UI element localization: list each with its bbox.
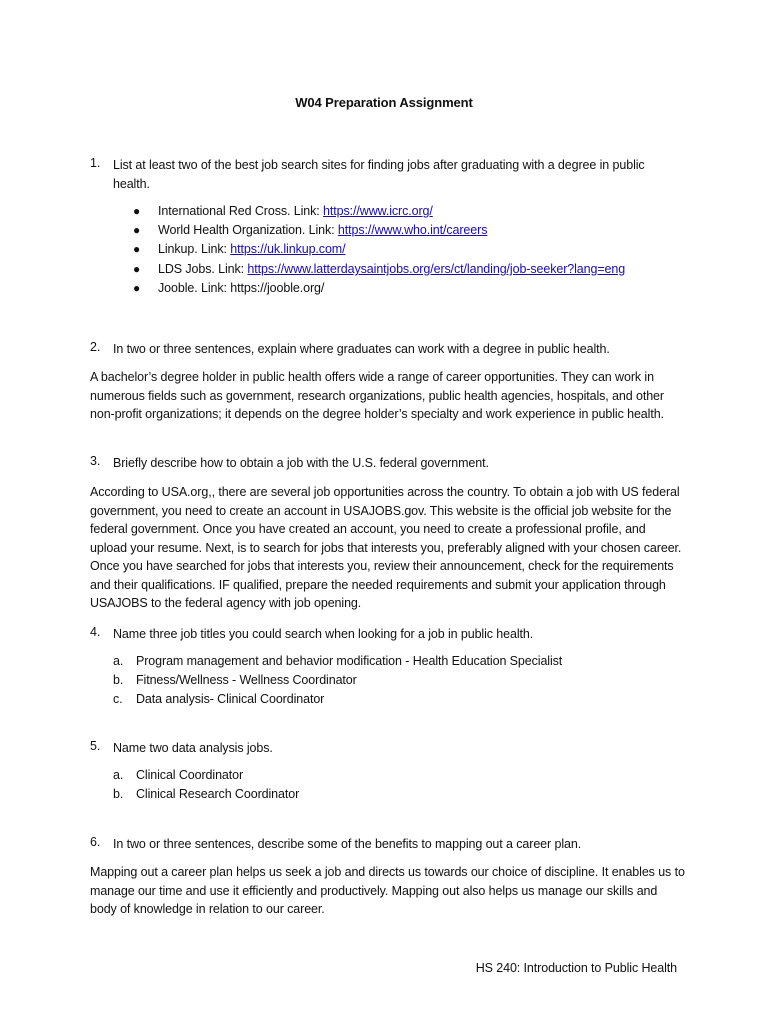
- bullet-icon: ●: [133, 242, 141, 256]
- item-text: Clinical Research Coordinator: [136, 787, 300, 801]
- q2-number: 2.: [90, 340, 101, 354]
- q3-number: 3.: [90, 454, 101, 468]
- bullet-icon: ●: [133, 223, 141, 237]
- page-title: W04 Preparation Assignment: [295, 95, 473, 110]
- item-text: Clinical Coordinator: [136, 768, 244, 782]
- item-letter: b.: [113, 673, 124, 687]
- q1-number: 1.: [90, 156, 101, 170]
- q2-answer: A bachelor’s degree holder in public health offers wide a range of career opportunities. They can work in numerous fields such as government, research organizations, public health agencies, hospitals, and other non-profit organizations; it depends on the degree holder’s specialty and work experience in public health.: [90, 370, 664, 421]
- item-letter: a.: [113, 654, 124, 668]
- item-letter: c.: [113, 692, 123, 706]
- q5-text: Name two data analysis jobs.: [113, 741, 273, 755]
- q6-number: 6.: [90, 835, 101, 849]
- site-link[interactable]: https://www.latterdaysaintjobs.org/ers/ct/landing/job-seeker?lang=eng: [247, 262, 626, 276]
- item-letter: b.: [113, 787, 124, 801]
- bullet-icon: ●: [133, 204, 141, 218]
- q2-text: In two or three sentences, explain where graduates can work with a degree in public health.: [113, 342, 610, 356]
- q5-number: 5.: [90, 739, 101, 753]
- site-label: International Red Cross. Link:: [158, 204, 324, 218]
- site-link[interactable]: https://uk.linkup.com/: [230, 242, 346, 256]
- q3-answer: According to USA.org,, there are several job opportunities across the country. To obtain a job with US federal government, you need to create an account in USAJOBS.gov. This website is the official job website for the federal government. Once you have created an account, you need to create a professional profile, and upload your resume. Next, is to search for jobs that interests you, preferably aligned with your chosen career. Once you have searched for jobs that interests you, review their announcement, check for the requirements and their qualifications. IF qualified, prepare the needed requirements and submit your application through USAJOBS to the federal agency with job opening.: [90, 485, 682, 610]
- site-label: Linkup. Link:: [158, 242, 231, 256]
- site-link[interactable]: https://www.who.int/careers: [337, 223, 488, 237]
- bullet-icon: ●: [133, 262, 141, 276]
- page-footer: HS 240: Introduction to Public Health: [475, 961, 677, 975]
- item-text: Fitness/Wellness - Wellness Coordinator: [136, 673, 357, 687]
- bullet-icon: ●: [133, 281, 141, 295]
- item-text: Data analysis- Clinical Coordinator: [136, 692, 325, 706]
- item-letter: a.: [113, 768, 124, 782]
- q1-text: List at least two of the best job search sites for finding jobs after graduating with a degree in public health.: [113, 158, 645, 191]
- q6-answer: Mapping out a career plan helps us seek a job and directs us towards our choice of discipline. It enables us to manage our time and use it efficiently and productively. Mapping out also helps us manage our skills and body of knowledge in relation to our career.: [90, 865, 685, 916]
- site-label: World Health Organization. Link:: [158, 223, 338, 237]
- site-label: Jooble. Link: https://jooble.org/: [158, 281, 325, 295]
- item-text: Program management and behavior modification - Health Education Specialist: [136, 654, 563, 668]
- q4-number: 4.: [90, 625, 101, 639]
- site-link[interactable]: https://www.icrc.org/: [323, 204, 433, 218]
- q4-text: Name three job titles you could search when looking for a job in public health.: [113, 627, 534, 641]
- q6-text: In two or three sentences, describe some of the benefits to mapping out a career plan.: [113, 837, 582, 851]
- q3-text: Briefly describe how to obtain a job with the U.S. federal government.: [113, 456, 489, 470]
- site-label: LDS Jobs. Link:: [158, 262, 248, 276]
